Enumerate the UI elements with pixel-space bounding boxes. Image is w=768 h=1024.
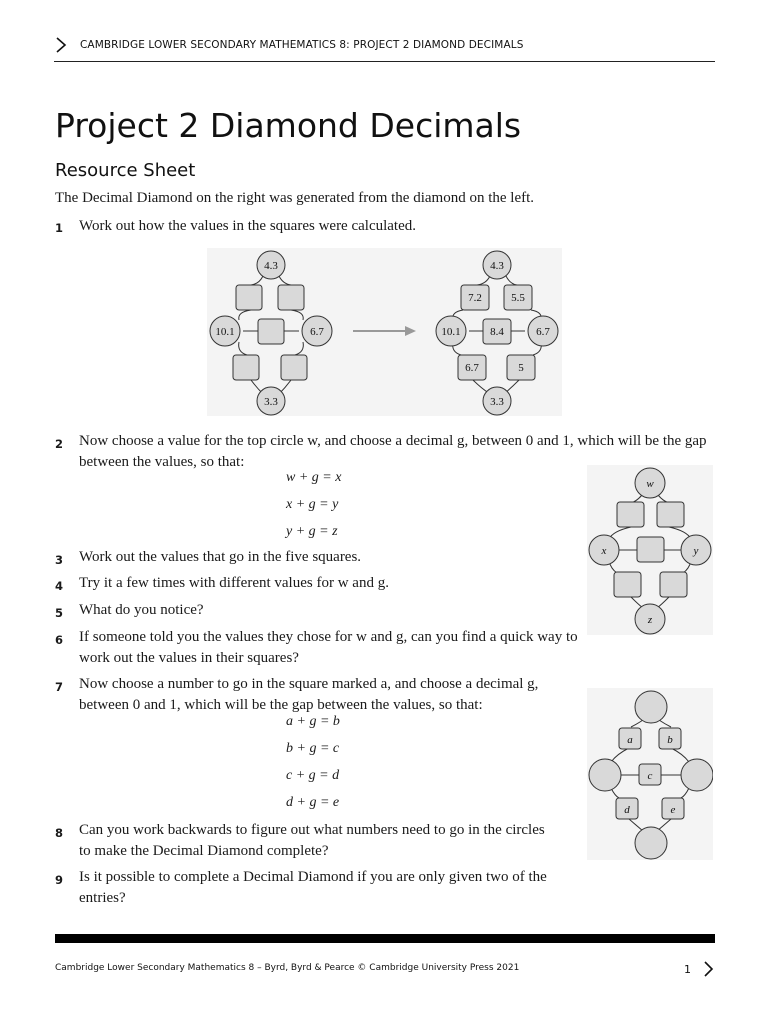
- chevron-right-icon: [54, 36, 68, 54]
- example-diamonds-figure: [207, 248, 562, 416]
- equation: a + g = b: [286, 714, 340, 729]
- wxyz-diamond-figure: [587, 465, 713, 635]
- square-label: d: [624, 804, 630, 816]
- question-number: 8: [55, 826, 64, 840]
- question-number: 2: [55, 437, 64, 451]
- question-number: 3: [55, 553, 64, 567]
- equation: d + g = e: [286, 795, 340, 810]
- equation: b + g = c: [286, 741, 340, 756]
- equation: c + g = d: [286, 768, 340, 783]
- square-label: 5.5: [511, 292, 525, 304]
- chevron-right-icon[interactable]: [702, 960, 714, 978]
- question-text: Now choose a value for the top circle w, and choose a decimal g, between 0 and 1, which will be the gap between the values, so that:: [79, 433, 707, 470]
- equation: y + g = z: [286, 524, 338, 539]
- square-label: 5: [518, 362, 524, 374]
- question-number: 7: [55, 680, 64, 694]
- intro-text: The Decimal Diamond on the right was generated from the diamond on the left.: [55, 190, 535, 206]
- question-text: Now choose a number to go in the square marked a, and choose a decimal g, between 0 and 1, which will be the gap between the values, so that:: [79, 676, 539, 713]
- circle-right-label: 6.7: [536, 326, 550, 338]
- square-label: b: [667, 734, 673, 746]
- circle-bottom-label: 3.3: [490, 396, 504, 408]
- square-label: e: [670, 804, 676, 816]
- abcde-diamond-figure: [587, 688, 713, 860]
- circle-bottom-label: 3.3: [264, 396, 278, 408]
- circle-left-label: x: [601, 545, 607, 557]
- question-number: 5: [55, 606, 64, 620]
- page-number: 1: [684, 963, 691, 976]
- circle-left-label: 10.1: [441, 326, 461, 338]
- footer-credit: Cambridge Lower Secondary Mathematics 8 – Byrd, Byrd & Pearce © Cambridge University Press 2021: [55, 963, 520, 973]
- footer-bar: [55, 934, 715, 943]
- question-text: Try it a few times with different values for w and g.: [79, 575, 389, 591]
- page-subtitle: Resource Sheet: [55, 160, 196, 181]
- equation: x + g = y: [286, 497, 339, 512]
- circle-top-label: 4.3: [490, 260, 504, 272]
- square-label: 6.7: [465, 362, 479, 374]
- circle-right-label: y: [693, 545, 699, 557]
- question-text: Work out how the values in the squares were calculated.: [79, 218, 417, 234]
- question-number: 9: [55, 873, 64, 887]
- square-label: 8.4: [490, 326, 504, 338]
- question-number: 1: [55, 221, 64, 235]
- square-label: c: [647, 770, 653, 782]
- question-number: 6: [55, 633, 64, 647]
- square-label: a: [627, 734, 633, 746]
- circle-right-label: 6.7: [310, 326, 324, 338]
- question-text: What do you notice?: [79, 602, 204, 618]
- question-number: 4: [55, 579, 64, 593]
- circle-bottom-label: z: [647, 614, 653, 626]
- page-title: Project 2 Diamond Decimals: [55, 106, 522, 145]
- circle-left-label: 10.1: [215, 326, 235, 338]
- circle-top-label: 4.3: [264, 260, 278, 272]
- question-text: Work out the values that go in the five squares.: [79, 549, 362, 565]
- square-label: 7.2: [468, 292, 482, 304]
- question-text: Is it possible to complete a Decimal Diamond if you are only given two of the entries?: [79, 869, 547, 906]
- running-header: CAMBRIDGE LOWER SECONDARY MATHEMATICS 8: PROJECT 2 DIAMOND DECIMALS: [80, 39, 524, 51]
- equation: w + g = x: [286, 470, 342, 485]
- header-divider: [54, 61, 715, 62]
- circle-top-label: w: [646, 478, 654, 490]
- question-text: Can you work backwards to figure out what numbers need to go in the circles to make the Decimal Diamond complete?: [79, 822, 545, 859]
- question-text: If someone told you the values they chose for w and g, can you find a quick way to work out the values in their squares?: [79, 629, 578, 666]
